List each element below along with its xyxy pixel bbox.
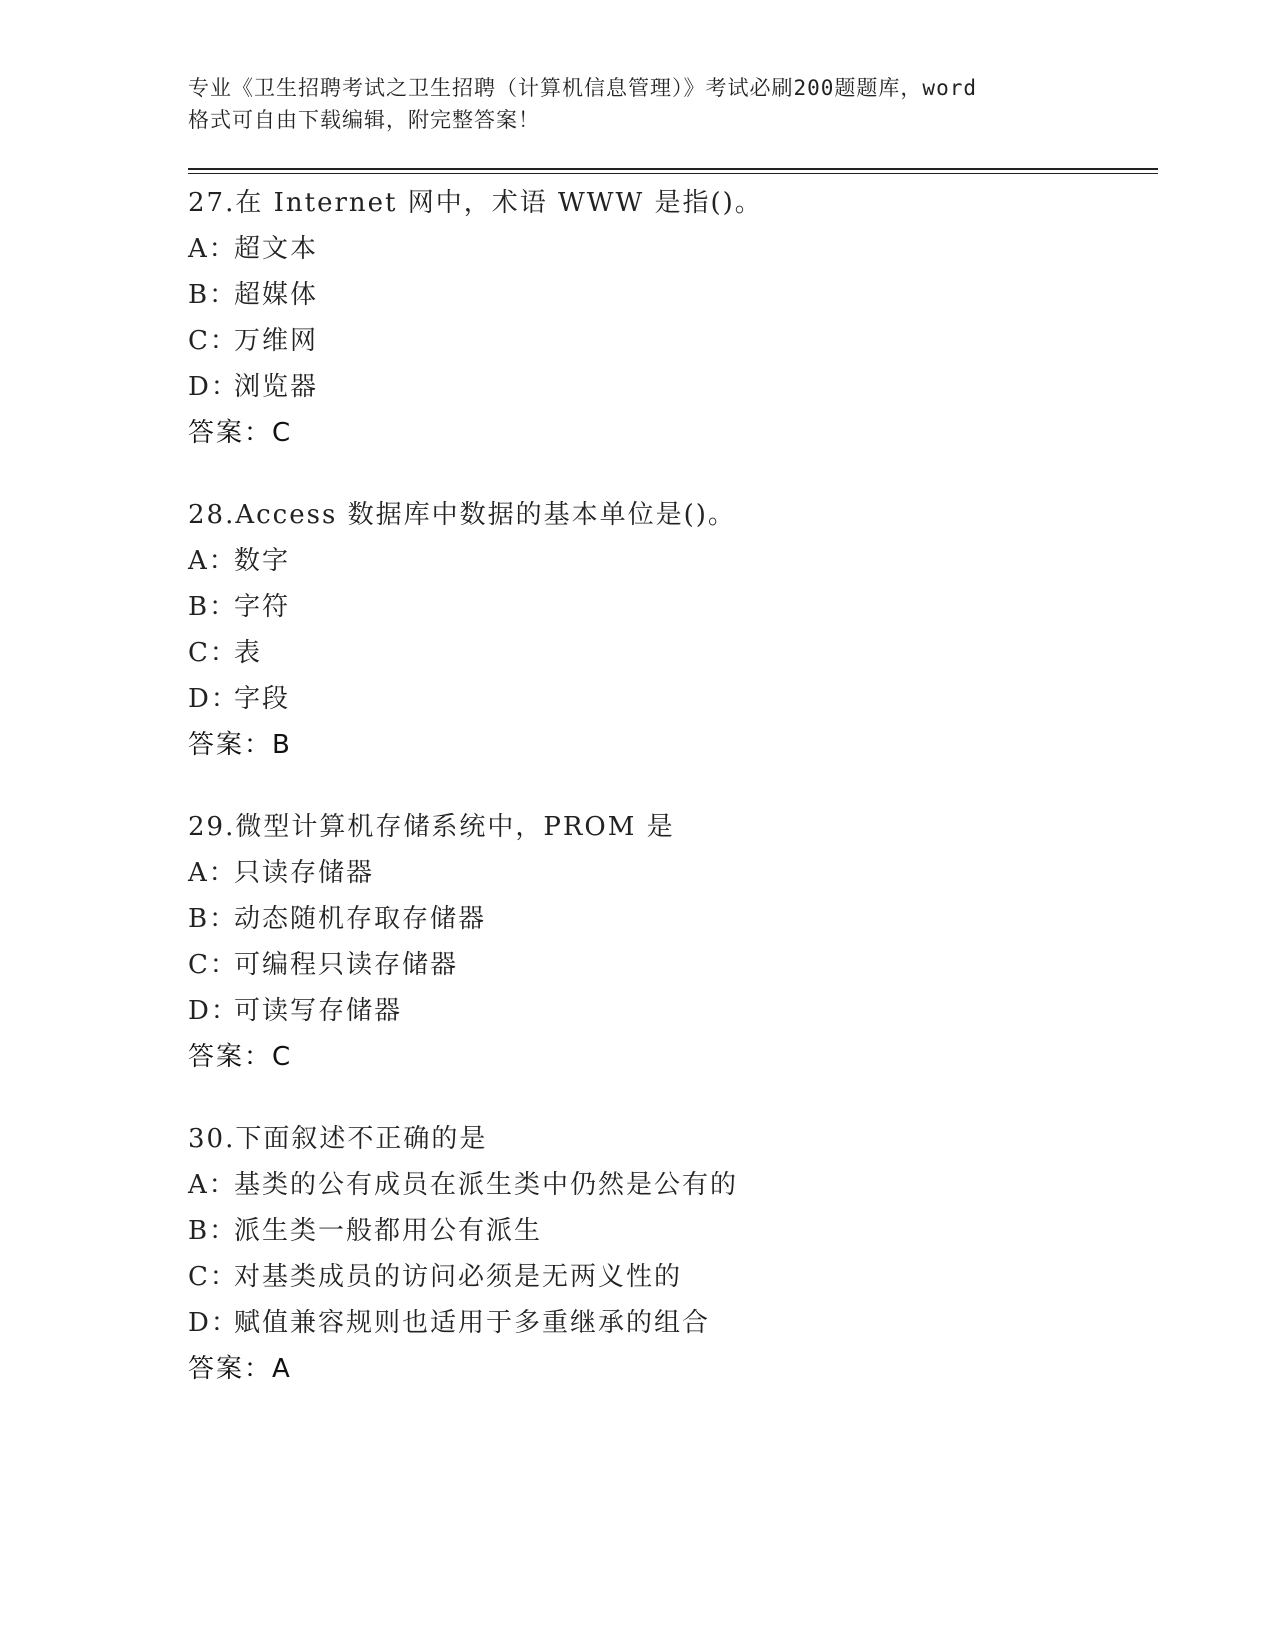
option-text: 只读存储器 [234, 858, 375, 888]
option-c [188, 630, 1158, 676]
option-text: 字段 [234, 684, 291, 714]
answer-line: 答案：A [188, 1354, 292, 1384]
option-letter: C： [188, 950, 238, 980]
option-text: 超文本 [234, 234, 319, 264]
question-27 [188, 180, 1158, 456]
option-letter: A： [188, 546, 237, 576]
option-d [188, 364, 1158, 410]
document-header [188, 72, 1158, 136]
option-letter: B： [188, 280, 238, 310]
option-letter: C： [188, 326, 238, 356]
option-b [188, 584, 1158, 630]
question-29 [188, 804, 1158, 1080]
option-text: 数字 [234, 546, 291, 576]
option-text: 基类的公有成员在派生类中仍然是公有的 [234, 1170, 739, 1200]
option-letter: C： [188, 638, 238, 668]
option-letter: D： [188, 996, 239, 1026]
question-title: 29.微型计算机存储系统中，PROM 是 [188, 812, 675, 842]
option-d [188, 988, 1158, 1034]
option-text: 万维网 [234, 326, 319, 356]
option-text: 对基类成员的访问必须是无两义性的 [234, 1262, 683, 1292]
option-letter: D： [188, 1308, 239, 1338]
option-text: 超媒体 [234, 280, 319, 310]
option-a [188, 538, 1158, 584]
option-c [188, 318, 1158, 364]
option-text: 可编程只读存储器 [234, 950, 459, 980]
option-letter: D： [188, 684, 239, 714]
option-c [188, 942, 1158, 988]
header-line-2: 格式可自由下载编辑，附完整答案！ [188, 108, 540, 132]
option-text: 字符 [234, 592, 291, 622]
option-letter: B： [188, 592, 238, 622]
option-d [188, 1300, 1158, 1346]
option-text: 可读写存储器 [234, 996, 403, 1026]
option-letter: A： [188, 858, 237, 888]
question-30 [188, 1116, 1158, 1392]
option-b [188, 272, 1158, 318]
question-list [188, 180, 1158, 1392]
header-divider [188, 168, 1158, 174]
answer-line: 答案：C [188, 418, 293, 448]
option-a [188, 1162, 1158, 1208]
option-letter: A： [188, 234, 237, 264]
option-letter: D： [188, 372, 239, 402]
question-28 [188, 492, 1158, 768]
question-title: 30.下面叙述不正确的是 [188, 1124, 488, 1154]
question-title: 27.在 Internet 网中，术语 WWW 是指()。 [188, 188, 763, 218]
option-letter: C： [188, 1262, 238, 1292]
option-letter: B： [188, 904, 238, 934]
option-text: 表 [234, 638, 263, 668]
option-b [188, 1208, 1158, 1254]
option-a [188, 226, 1158, 272]
option-b [188, 896, 1158, 942]
option-letter: B： [188, 1216, 238, 1246]
document-page [188, 72, 1158, 1428]
question-title: 28.Access 数据库中数据的基本单位是()。 [188, 500, 736, 530]
option-c [188, 1254, 1158, 1300]
header-line-1: 专业《卫生招聘考试之卫生招聘（计算机信息管理）》考试必刷200题题库，word [188, 76, 977, 100]
option-text: 派生类一般都用公有派生 [234, 1216, 543, 1246]
option-text: 赋值兼容规则也适用于多重继承的组合 [234, 1308, 711, 1338]
answer-line: 答案：C [188, 1042, 293, 1072]
option-letter: A： [188, 1170, 237, 1200]
option-d [188, 676, 1158, 722]
answer-line: 答案：B [188, 730, 292, 760]
option-text: 浏览器 [234, 372, 319, 402]
option-a [188, 850, 1158, 896]
option-text: 动态随机存取存储器 [234, 904, 487, 934]
